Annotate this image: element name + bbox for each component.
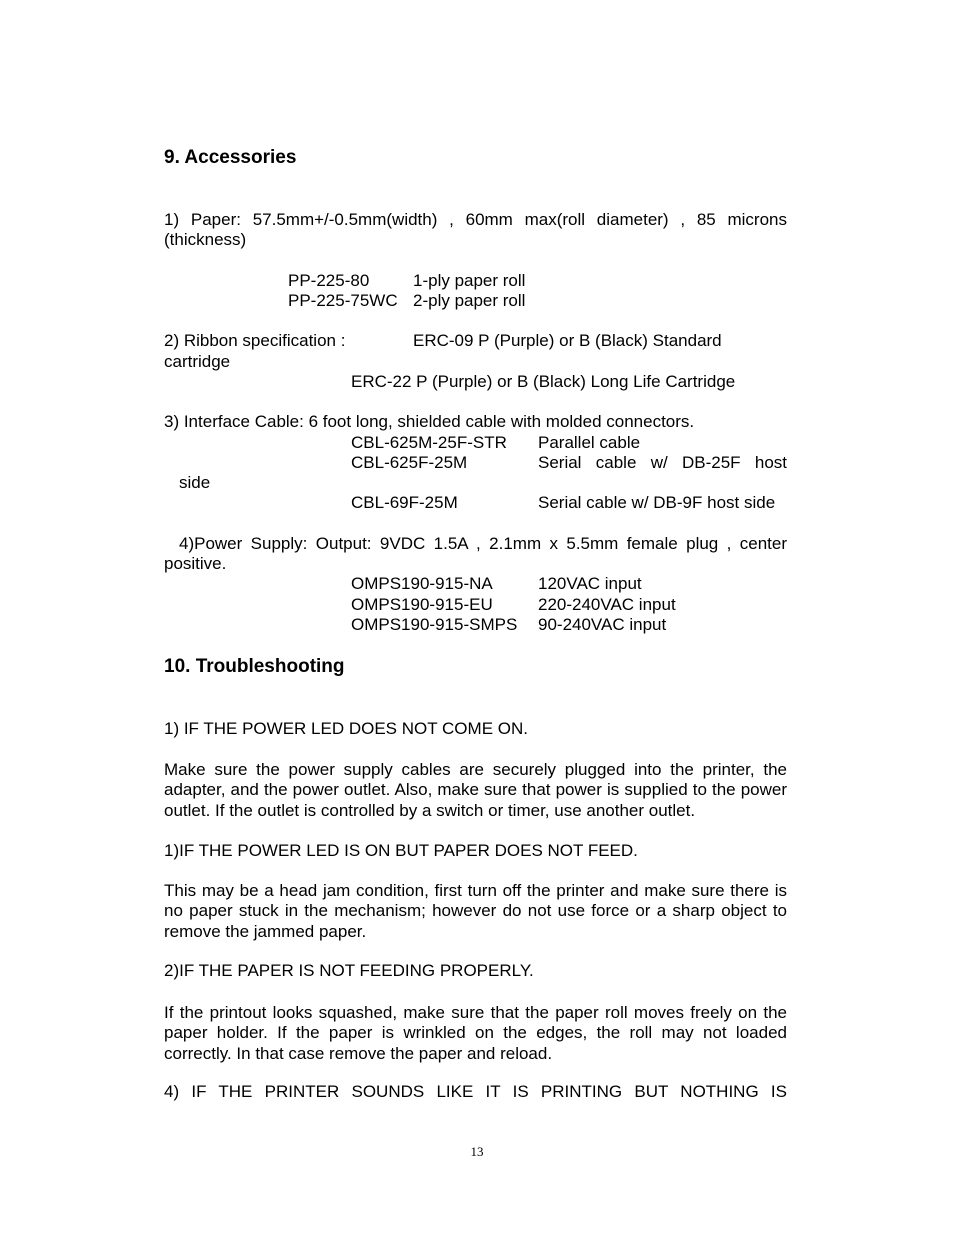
trouble-body: This may be a head jam condition, first turn off the printer and make sure there is no paper stuck in the mechanism; however do not use force or a sharp object to remove the jammed paper. [164, 881, 787, 941]
power-item-code: OMPS190-915-SMPS [351, 615, 518, 634]
trouble-title: 1) IF THE POWER LED DOES NOT COME ON. [164, 719, 528, 738]
paper-spec: 1) Paper: 57.5mm+/-0.5mm(width) , 60mm max(roll diameter) , 85 microns (thickness) [164, 210, 787, 250]
power-item-desc: 220-240VAC input [538, 595, 676, 614]
troubleshooting-heading: 10. Troubleshooting [164, 656, 345, 677]
trouble-title: 1)IF THE POWER LED IS ON BUT PAPER DOES NOT FEED. [164, 841, 638, 860]
page-number: 13 [470, 1144, 484, 1159]
ribbon-wrap: cartridge [164, 352, 231, 371]
power-item-code: OMPS190-915-NA [351, 574, 493, 593]
cable-item-desc: Parallel cable [538, 433, 641, 452]
trouble-title: 2)IF THE PAPER IS NOT FEEDING PROPERLY. [164, 961, 534, 980]
ribbon-long-life: ERC-22 P (Purple) or B (Black) Long Life Cartridge [351, 372, 736, 391]
power-spec: 4)Power Supply: Output: 9VDC 1.5A , 2.1mm x 5.5mm female plug , center [179, 534, 787, 553]
power-item-desc: 90-240VAC input [538, 615, 667, 634]
power-wrap: positive. [164, 554, 227, 573]
cable-item-code: CBL-69F-25M [351, 493, 458, 512]
cable-spec: 3) Interface Cable: 6 foot long, shielded cable with molded connectors. [164, 412, 695, 431]
paper-item-code: PP-225-80 [288, 271, 370, 290]
cable-wrap: side [179, 473, 211, 492]
paper-item-desc: 1-ply paper roll [413, 271, 526, 290]
trouble-title: 4) IF THE PRINTER SOUNDS LIKE IT IS PRINTING BUT NOTHING IS [164, 1082, 787, 1101]
cable-item-code: CBL-625F-25M [351, 453, 468, 472]
cable-item-code: CBL-625M-25F-STR [351, 433, 507, 452]
ribbon-standard: ERC-09 P (Purple) or B (Black) Standard [413, 331, 722, 350]
accessories-heading: 9. Accessories [164, 147, 297, 168]
trouble-body: Make sure the power supply cables are securely plugged into the printer, the adapter, and the power outlet. Also, make sure that power is supplied to the power outlet. If the outlet is controlled by a switch or timer, use another outlet. [164, 760, 787, 820]
cable-item-desc: Serial cable w/ DB-25F host [538, 453, 787, 472]
ribbon-label: 2) Ribbon specification : [164, 331, 346, 350]
paper-item-code: PP-225-75WC [288, 291, 398, 310]
paper-item-desc: 2-ply paper roll [413, 291, 526, 310]
cable-item-desc: Serial cable w/ DB-9F host side [538, 493, 776, 512]
power-item-desc: 120VAC input [538, 574, 642, 593]
trouble-body: If the printout looks squashed, make sure that the paper roll moves freely on the paper holder. If the paper is wrinkled on the edges, the roll may not loaded correctly. In that case remove the paper and reload. [164, 1003, 787, 1063]
power-item-code: OMPS190-915-EU [351, 595, 493, 614]
